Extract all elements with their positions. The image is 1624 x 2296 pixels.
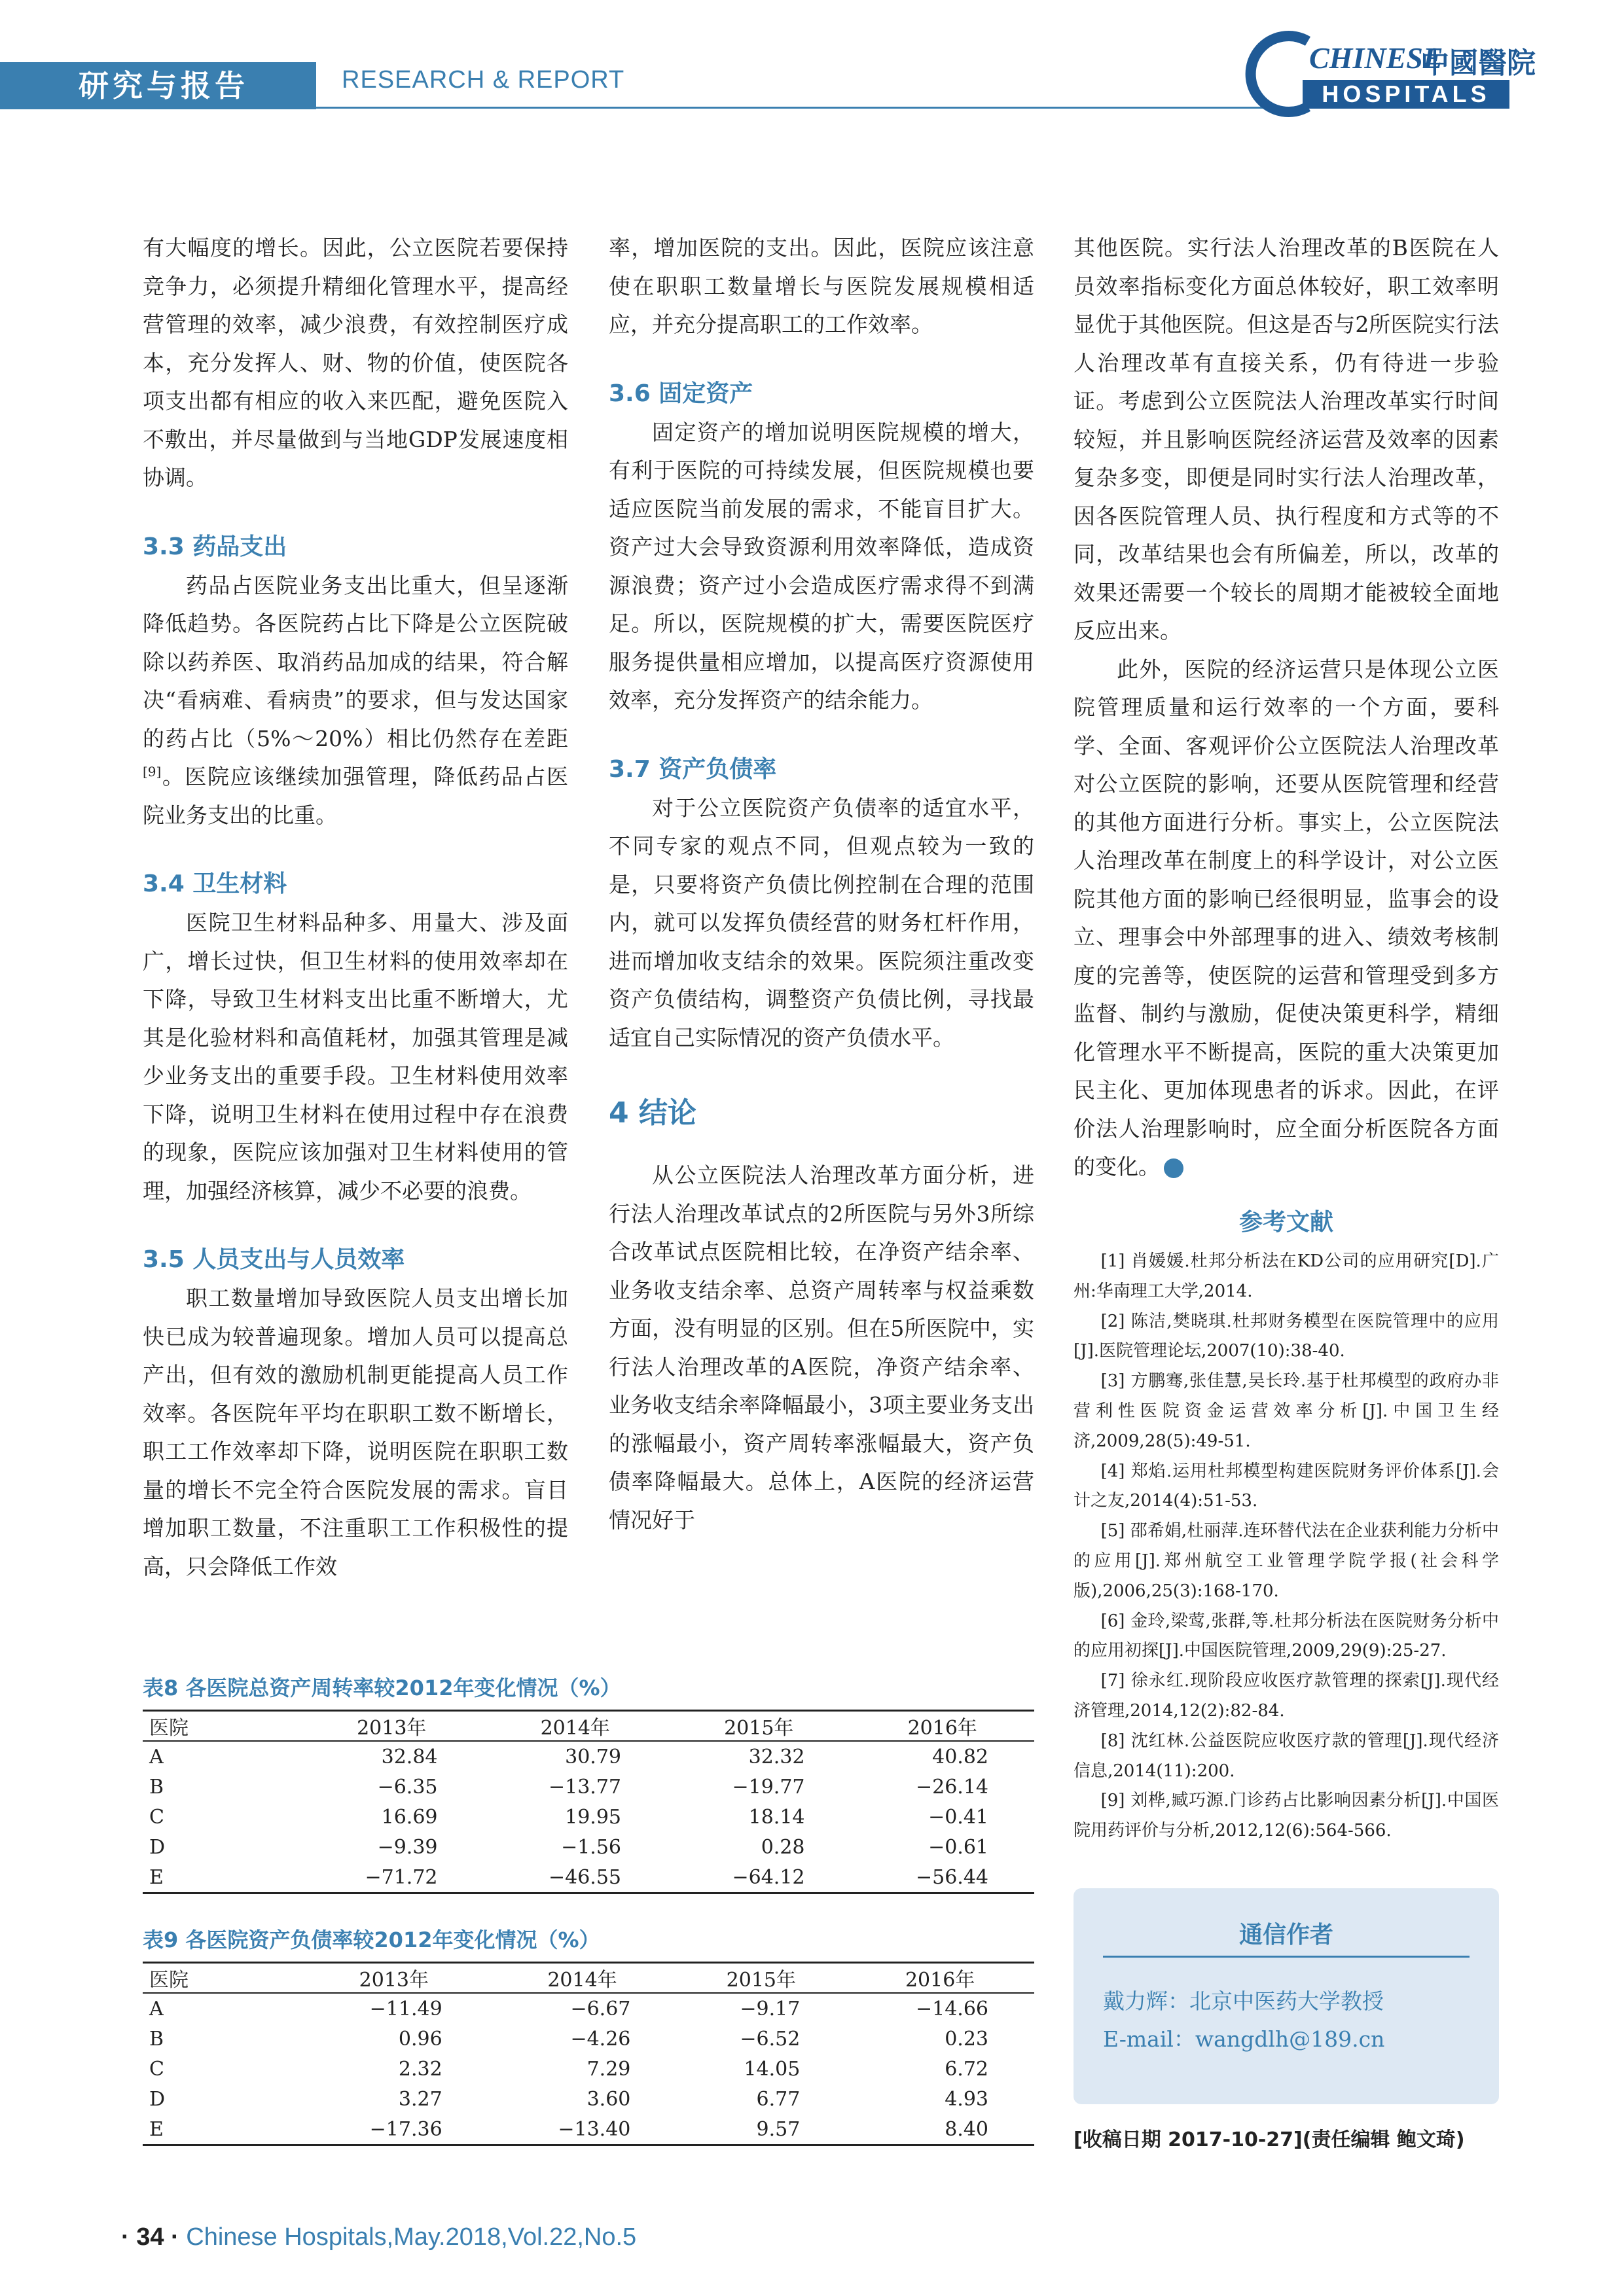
table-row xyxy=(143,1832,1034,1862)
column-header: 2014年 xyxy=(488,1963,677,1994)
text-column-1 xyxy=(143,229,568,1586)
citation-marker[interactable]: [9] xyxy=(143,764,162,780)
paragraph xyxy=(1074,651,1499,1187)
logo-word-cn: 中國醫院 xyxy=(1420,46,1536,80)
table-cell: −11.49 xyxy=(369,1997,442,2020)
table-cell: 9.57 xyxy=(676,2114,846,2145)
references-title: 参考文献 xyxy=(1238,1209,1333,1236)
table-cell: −56.44 xyxy=(851,1862,1035,1893)
reference-item: [6] 金玲,梁莺,张群,等.杜邦分析法在医院财务分析中的应用初探[J].中国医院管理,2009,29(9):25-27. xyxy=(1074,1611,1499,1661)
table-cell: B xyxy=(149,1775,164,1799)
reference-item: [4] 郑焰.运用杜邦模型构建医院财务评价体系[J].会计之友,2014(4):51-53. xyxy=(1074,1461,1499,1511)
references-list xyxy=(1074,1247,1499,1846)
paragraph: 率，增加医院的支出。因此，医院应该注意使在职职工数量增长与医院发展规模相适应，并充分提高职工的工作效率。 xyxy=(609,235,1034,337)
paragraph-text: 药品占医院业务支出比重大，但呈逐渐降低趋势。各医院药占比下降是公立医院破除以药养医、取消药品加成的结果，符合解决“看病难、看病贵”的要求，但与发达国家的药占比（5%～20%）相比仍然存在差距 xyxy=(143,572,568,751)
data-table-8 xyxy=(143,1710,1034,1894)
table-cell: A xyxy=(149,1745,164,1768)
reference-item: [9] 刘桦,臧巧源.门诊药占比影响因素分析[J].中国医院用药评价与分析,2012,12(6):564-566. xyxy=(1074,1791,1499,1841)
table-row xyxy=(143,2024,1034,2054)
page-footer xyxy=(121,2219,636,2255)
table-cell: B xyxy=(149,2027,164,2051)
table-cell: −46.55 xyxy=(484,1862,668,1893)
column-header: 2015年 xyxy=(676,1963,846,1994)
table-cell: 16.69 xyxy=(381,1805,438,1829)
table-cell: −0.41 xyxy=(928,1805,988,1829)
header-rule xyxy=(316,107,1278,109)
table-cell: E xyxy=(143,1862,300,1893)
table-cell: D xyxy=(149,2087,166,2111)
table-cell: −6.52 xyxy=(740,2027,801,2051)
column-header: 2013年 xyxy=(300,1711,484,1742)
column-header: 2016年 xyxy=(846,1963,1034,1994)
text-column-3 xyxy=(1074,229,1499,1187)
table-cell: 8.40 xyxy=(846,2114,1034,2145)
table-cell: −4.26 xyxy=(570,2027,631,2051)
table-cell: 19.95 xyxy=(565,1805,621,1829)
section-heading: 3.7 资产负债率 xyxy=(609,755,777,783)
received-date: [收稿日期 2017-10-27](责任编辑 鲍文琦) xyxy=(1074,2128,1465,2151)
correspondence-title: 通信作者 xyxy=(1238,1922,1333,1948)
table-header-row xyxy=(143,1711,1034,1742)
reference-item: [2] 陈洁,樊晓琪.杜邦财务模型在医院管理中的应用[J].医院管理论坛,2007(10):38-40. xyxy=(1074,1311,1499,1361)
section-title-cn: 研究与报告 xyxy=(79,68,249,103)
table-cell: −1.56 xyxy=(561,1835,621,1859)
paragraph: 其他医院。实行法人治理改革的B医院在人员效率指标变化方面总体较好，职工效率明显优于其他医院。但这是否与2所医院实行法人治理改革有直接关系，仍有待进一步验证。考虑到公立医院法人治理改革实行时间较短，并且影响医院经济运营及效率的因素复杂多变，即便是同时实行法人治理改革，因各医院管理人员、执行程度和方式等的不同，改革结果也会有所偏差，所以，改革的效果还需要一个较长的周期才能被较全面地反应出来。 xyxy=(1074,235,1499,643)
table-cell: 0.23 xyxy=(945,2027,988,2051)
reference-item: [7] 徐永红.现阶段应收医疗款管理的探索[J].现代经济管理,2014,12(2):82-84. xyxy=(1074,1671,1499,1721)
paragraph: 职工数量增加导致医院人员支出增长加快已成为较普遍现象。增加人员可以提高总产出，但有效的激励机制更能提高人员工作效率。各医院年平均在职职工数不断增长，职工工作效率却下降，说明医院在职职工数量的增长不完全符合医院发展的需求。盲目增加职工数量，不注重职工工作积极性的提高，只会降低工作效 xyxy=(143,1285,568,1579)
paragraph: 对于公立医院资产负债率的适宜水平，不同专家的观点不同，但观点较为一致的是，只要将资产负债比例控制在合理的范围内，就可以发挥负债经营的财务杠杆作用，进而增加收支结余的效果。医院须注重改变资产负债结构，调整资产负债比例，寻找最适宜自己实际情况的资产负债水平。 xyxy=(609,795,1034,1050)
table-cell: 7.29 xyxy=(586,2057,631,2081)
table-cell: −14.66 xyxy=(915,1997,988,2020)
reference-item: [8] 沈红林.公益医院应收医疗款的管理[J].现代经济信息,2014(11):200. xyxy=(1074,1731,1499,1781)
table-row xyxy=(143,1772,1034,1802)
paragraph: 有大幅度的增长。因此，公立医院若要保持竞争力，必须提升精细化管理水平，提高经营管理的效率，减少浪费，有效控制医疗成本，充分发挥人、财、物的价值，使医院各项支出都有相应的收入来匹配，避免医院入不敷出，并尽量做到与当地GDP发展速度相协调。 xyxy=(143,235,568,490)
table-cell: C xyxy=(149,2057,164,2081)
table-row xyxy=(143,2114,1034,2145)
table-row xyxy=(143,2084,1034,2114)
table-cell: 0.28 xyxy=(761,1835,805,1859)
correspondence-rule xyxy=(1103,1956,1470,1958)
table-cell: 0.96 xyxy=(398,2027,442,2051)
table-cell: −64.12 xyxy=(667,1862,851,1893)
table-header-row xyxy=(143,1963,1034,1994)
table-cell: 4.93 xyxy=(945,2087,988,2111)
section-heading: 4 结论 xyxy=(609,1096,696,1130)
reference-item: [1] 肖媛媛.杜邦分析法在KD公司的应用研究[D].广州:华南理工大学,2014. xyxy=(1074,1251,1499,1301)
table-cell: −19.77 xyxy=(732,1775,805,1799)
paragraph-text: 此外，医院的经济运营只是体现公立医院管理质量和运行效率的一个方面，要科学、全面、客观评价公立医院法人治理改革对公立医院的影响，还要从医院管理和经营的其他方面进行分析。事实上，公立医院法人治理改革在制度上的科学设计，对公立医院其他方面的影响已经很明显，监事会的设立、理事会中外部理事的进入、绩效考核制度的完善等，使医院的运营和管理受到多方监督、制约与激励，促使决策更科学，精细化管理水平不断提高，医院的重大决策更加民主化、更加体现患者的诉求。因此，在评价法人治理影响时，应全面分析医院各方面的变化。 xyxy=(1074,656,1499,1179)
column-header: 2015年 xyxy=(667,1711,851,1742)
section-heading: 3.6 固定资产 xyxy=(609,380,753,407)
journal-citation: Chinese Hospitals,May.2018,Vol.22,No.5 xyxy=(186,2223,637,2251)
column-header: 医院 xyxy=(143,1711,300,1742)
table-cell: A xyxy=(149,1997,164,2020)
table-caption: 表9 各医院资产负债率较2012年变化情况（%） xyxy=(143,1928,600,1952)
table-cell: 18.14 xyxy=(748,1805,805,1829)
section-heading: 3.3 药品支出 xyxy=(143,533,287,560)
table-cell: −9.39 xyxy=(377,1835,438,1859)
text-column-2 xyxy=(609,229,1034,1539)
table-cell: 3.60 xyxy=(586,2087,631,2111)
table-cell: C xyxy=(149,1805,164,1829)
paragraph: 固定资产的增加说明医院规模的增大，有利于医院的可持续发展，但医院规模也要适应医院当前发展的需求，不能盲目扩大。资产过大会导致资源利用效率降低，造成资源浪费；资产过小会造成医疗需求得不到满足。所以，医院规模的扩大，需要医院医疗服务提供量相应增加，以提高医疗资源使用效率，充分发挥资产的结余能力。 xyxy=(609,419,1034,713)
reference-item: [5] 邵希娟,杜丽萍.连环替代法在企业获利能力分析中的应用[J].郑州航空工业管理学院学报(社会科学版),2006,25(3):168-170. xyxy=(1074,1521,1499,1601)
section-title-en: RESEARCH & REPORT xyxy=(342,66,625,94)
table-cell: E xyxy=(143,2114,300,2145)
table-cell: −6.67 xyxy=(570,1997,631,2020)
table-cell: −26.14 xyxy=(915,1775,988,1799)
table-cell: 40.82 xyxy=(932,1745,988,1768)
paragraph xyxy=(143,567,568,835)
correspondence-author: 戴力辉：北京中医药大学教授 xyxy=(1103,1988,1384,2014)
article-end-icon xyxy=(1164,1158,1183,1178)
paragraph: 从公立医院法人治理改革方面分析，进行法人治理改革试点的2所医院与另外3所综合改革试点医院相比较，在净资产结余率、业务收支结余率、总资产周转率与权益乘数方面，没有明显的区别。但在5所医院中，实行法人治理改革的A医院，净资产结余率、业务收支结余率降幅最小，3项主要业务支出的涨幅最小，资产周转率涨幅最大，资产负债率降幅最大。总体上，A医院的经济运营情况好于 xyxy=(609,1162,1034,1533)
table-cell: 14.05 xyxy=(744,2057,801,2081)
data-table-9 xyxy=(143,1962,1034,2146)
table-row xyxy=(143,1802,1034,1832)
column-header: 2014年 xyxy=(484,1711,668,1742)
section-heading: 3.4 卫生材料 xyxy=(143,870,287,897)
logo-word-chinese: CHINESE xyxy=(1309,41,1443,75)
table-cell: −71.72 xyxy=(300,1862,484,1893)
table-cell: 32.32 xyxy=(748,1745,805,1768)
table-caption: 表8 各医院总资产周转率较2012年变化情况（%） xyxy=(143,1676,621,1700)
table-row xyxy=(143,1741,1034,1772)
table-cell: −13.77 xyxy=(548,1775,621,1799)
logo-word-hospitals: HOSPITALS xyxy=(1303,80,1509,109)
table-row xyxy=(143,1993,1034,2024)
page-number: · 34 · xyxy=(121,2223,179,2251)
column-header: 2016年 xyxy=(851,1711,1035,1742)
table-row xyxy=(143,2054,1034,2084)
table-row xyxy=(143,1862,1034,1893)
table-cell: −9.17 xyxy=(740,1997,801,2020)
section-heading: 3.5 人员支出与人员效率 xyxy=(143,1246,405,1273)
table-cell: D xyxy=(149,1835,166,1859)
column-header: 医院 xyxy=(143,1963,300,1994)
table-cell: −17.36 xyxy=(300,2114,488,2145)
table-cell: 2.32 xyxy=(398,2057,442,2081)
table-cell: −0.61 xyxy=(928,1835,988,1859)
reference-item: [3] 方鹏骞,张佳慧,吴长玲.基于杜邦模型的政府办非营利性医院资金运营效率分析[J].中国卫生经济,2009,28(5):49-51. xyxy=(1074,1371,1499,1451)
paragraph-text: 。医院应该继续加强管理，降低药品占医院业务支出的比重。 xyxy=(143,764,568,828)
table-cell: 3.27 xyxy=(398,2087,442,2111)
correspondence-email[interactable]: E-mail：wangdlh@189.cn xyxy=(1103,2026,1385,2052)
table-cell: −13.40 xyxy=(488,2114,677,2145)
table-cell: −6.35 xyxy=(377,1775,438,1799)
table-cell: 6.77 xyxy=(756,2087,801,2111)
table-cell: 30.79 xyxy=(565,1745,621,1768)
column-header: 2013年 xyxy=(300,1963,488,1994)
paragraph: 医院卫生材料品种多、用量大、涉及面广，增长过快，但卫生材料的使用效率却在下降，导致卫生材料支出比重不断增大，尤其是化验材料和高值耗材，加强其管理是减少业务支出的重要手段。卫生材料使用效率下降，说明卫生材料在使用过程中存在浪费的现象，医院应该加强对卫生材料使用的管理，加强经济核算，减少不必要的浪费。 xyxy=(143,910,568,1204)
table-cell: 6.72 xyxy=(945,2057,988,2081)
table-cell: 32.84 xyxy=(381,1745,438,1768)
